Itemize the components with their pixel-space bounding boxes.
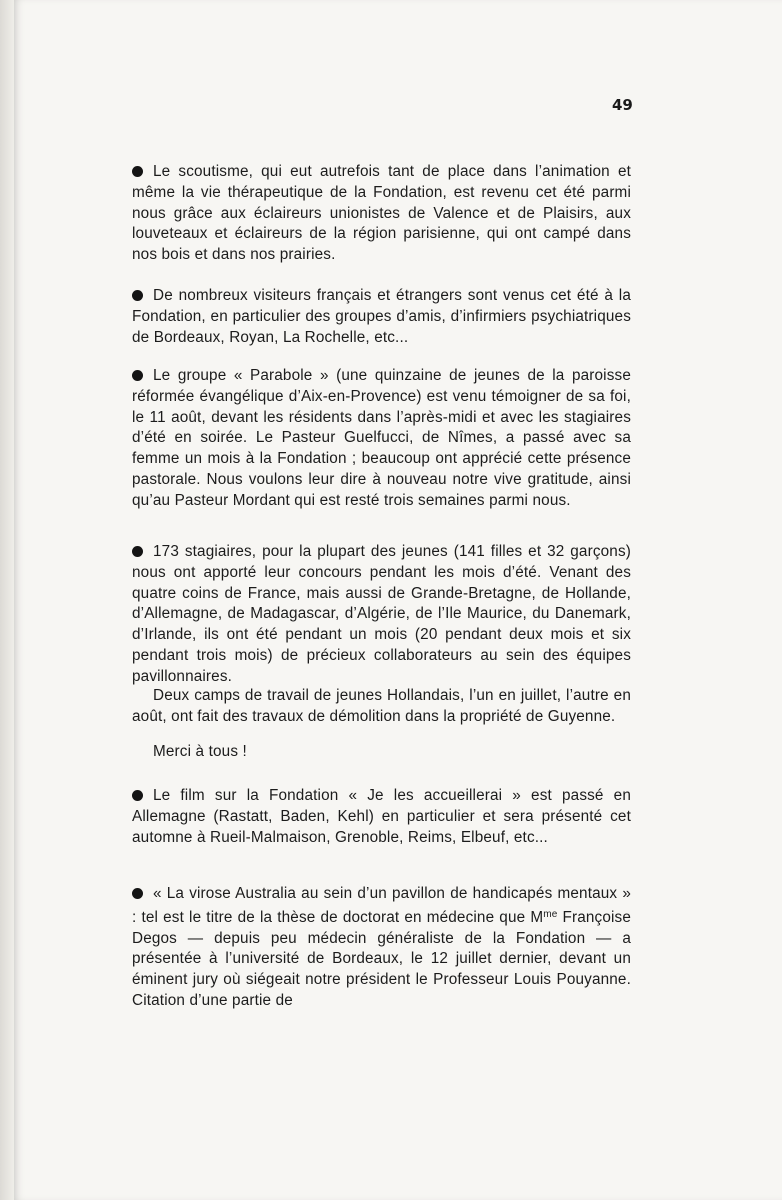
paragraph-text: Le film sur la Fondation « Je les accueillerai » est passé en Allemagne (Rastatt, Baden, Kehl) en particulier et sera présenté cet automne à Rueil-Malmaison, Grenoble, Reims, Elbeuf, etc... [132, 787, 631, 846]
bullet-icon [132, 166, 143, 177]
bullet-icon [132, 546, 143, 557]
bullet-icon [132, 370, 143, 381]
paragraph-these [132, 884, 631, 1012]
paragraph-scoutisme [132, 162, 631, 266]
superscript-text: me [543, 908, 558, 920]
bullet-icon [132, 790, 143, 801]
paragraph-merci [132, 742, 631, 763]
paragraph-text: De nombreux visiteurs français et étrangers sont venus cet été à la Fondation, en particulier des groupes d’amis, d’infirmiers psychiatriques de Bordeaux, Royan, La Rochelle, etc... [132, 287, 631, 346]
paragraph-text-continued: Françoise Degos — depuis peu médecin généraliste de la Fondation — a présentée à l’université de Bordeaux, le 12 juillet dernier, devant un éminent jury où siégeait notre président le Professeur Louis Pouyanne. Citation d’une partie de [132, 908, 631, 1009]
paragraph-text: « La virose Australia au sein d’un pavillon de handicapés mentaux » : tel est le titre de la thèse de doctorat en médecine que M [132, 885, 631, 926]
paragraph-text: Le scoutisme, qui eut autrefois tant de place dans l’animation et même la vie thérapeutique de la Fondation, est revenu cet été parmi nous grâce aux éclaireurs unionistes de Valence et de Plaisirs, aux louveteaux et éclaireurs de la région parisienne, qui ont campé dans nos bois et dans nos prairies. [132, 163, 631, 264]
paragraph-text: 173 stagiaires, pour la plupart des jeunes (141 filles et 32 garçons) nous ont apporté leur concours pendant les mois d’été. Venant des quatre coins de France, mais aussi de Grande-Bretagne, de Hollande, d’Allemagne, de Madagascar, d’Algérie, de l’Ile Maurice, du Danemark, d’Irlande, ils ont été pendant un mois (20 pendant deux mois et six pendant trois mois) de précieux collaborateurs au sein des équipes pavillonnaires. [132, 543, 631, 685]
page-number: 49 [612, 96, 633, 114]
bullet-icon [132, 888, 143, 899]
paragraph-stagiaires [132, 542, 631, 688]
paragraph-visiteurs [132, 286, 631, 348]
paragraph-text: Deux camps de travail de jeunes Hollandais, l’un en juillet, l’autre en août, ont fait des travaux de démolition dans la propriété de Guyenne. [132, 687, 631, 725]
bullet-icon [132, 290, 143, 301]
paragraph-camps [132, 686, 631, 728]
page-gutter [0, 0, 14, 1200]
paragraph-film [132, 786, 631, 848]
paragraph-text: Merci à tous ! [153, 743, 247, 760]
paragraph-parabole [132, 366, 631, 512]
paragraph-text: Le groupe « Parabole » (une quinzaine de jeunes de la paroisse réformée évangélique d’Aix-en-Provence) est venu témoigner de sa foi, le 11 août, devant les résidents dans l’après-midi et avec les stagiaires d’été en soirée. Le Pasteur Guelfucci, de Nîmes, a passé avec sa femme un mois à la Fondation ; beaucoup ont apprécié cette présence pastorale. Nous voulons leur dire à nouveau notre vive gratitude, ainsi qu’au Pasteur Mordant qui est resté trois semaines parmi nous. [132, 367, 631, 509]
